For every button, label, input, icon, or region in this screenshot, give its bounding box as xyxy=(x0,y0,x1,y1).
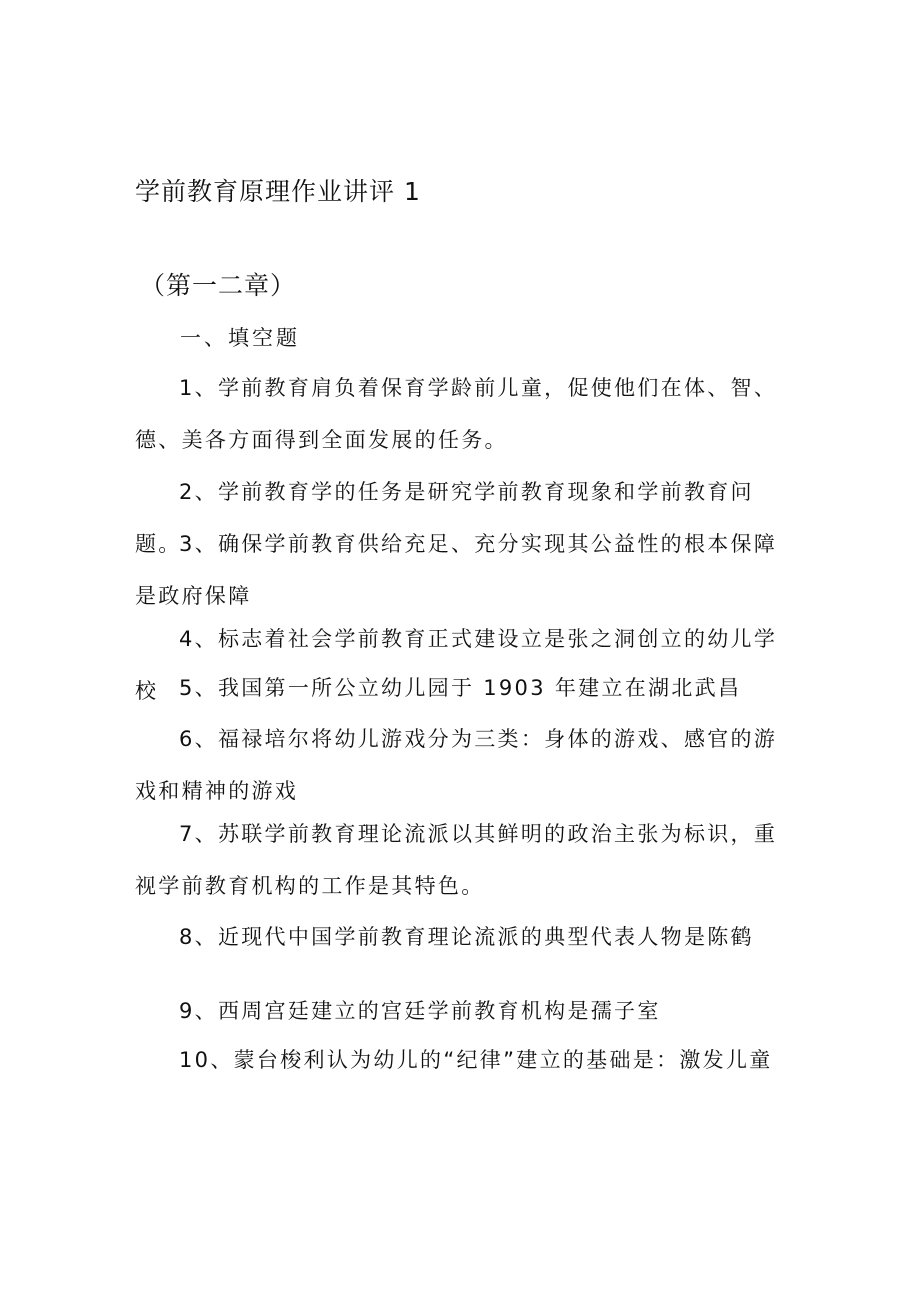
document-title: 学前教育原理作业讲评 1 xyxy=(135,177,421,206)
list-item: 7、苏联学前教育理论流派以其鲜明的政治主张为标识，重视学前教育机构的工作是其特色。 xyxy=(135,822,778,898)
list-item: 1、学前教育肩负着保育学龄前儿童，促使他们在体、智、德、美各方面得到全面发展的任务。 xyxy=(135,376,778,452)
list-item: 5、我国第一所公立幼儿园于 1903 年建立在湖北武昌 xyxy=(179,676,742,700)
list-item: 3、确保学前教育供给充足、充分实现其公益性的根本保障是政府保障 xyxy=(135,532,778,608)
list-item: 2、学前教育学的任务是研究学前教育现象和学前教育问题。 xyxy=(135,480,754,556)
list-item: 4、标志着社会学前教育正式建设立是张之洞创立的幼儿学校 xyxy=(135,627,778,703)
chapter-subtitle: （第一二章） xyxy=(140,271,297,300)
section-heading: 一、填空题 xyxy=(180,326,300,350)
list-item: 9、西周宫廷建立的宫廷学前教育机构是孺子室 xyxy=(179,999,661,1023)
list-item: 10、蒙台梭利认为幼儿的“纪律”建立的基础是：激发儿童 xyxy=(179,1048,773,1072)
list-item: 8、近现代中国学前教育理论流派的典型代表人物是陈鹤 xyxy=(179,925,754,949)
list-item: 6、福禄培尔将幼儿游戏分为三类：身体的游戏、感官的游戏和精神的游戏 xyxy=(135,727,778,803)
